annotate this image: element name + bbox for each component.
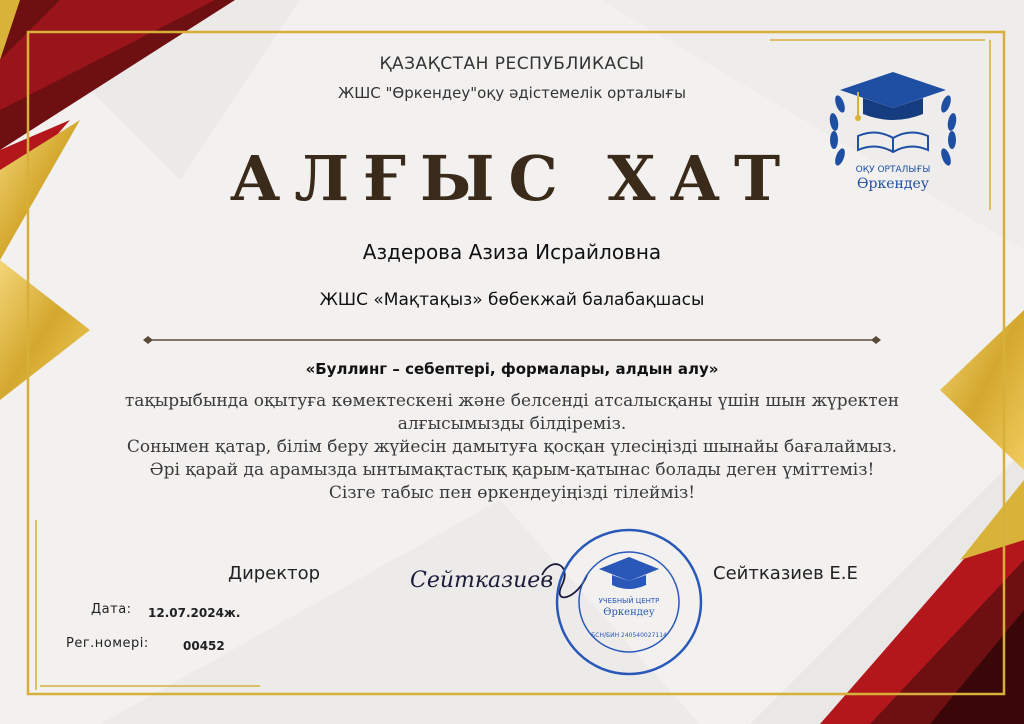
director-label: Директор [228, 563, 321, 584]
country-header: ҚАЗАҚСТАН РЕСПУБЛИКАСЫ [379, 54, 645, 74]
training-topic: «Буллинг – себептері, формалары, алдын алу» [305, 360, 719, 378]
date-label: Дата: [91, 602, 132, 617]
recipient-name: Аздерова Азиза Исрайловна [362, 240, 662, 264]
body-line: Сізге табыс пен өркендеуіңізді тілейміз! [328, 483, 696, 503]
body-line: Сонымен қатар, білім беру жүйесін дамытуға қосқан үлесіңізді шынайы бағалаймыз. [126, 437, 898, 457]
body-line: алғысымызды білдіреміз. [397, 414, 627, 434]
orkendeu-logo [818, 64, 968, 194]
certificate-body [112, 390, 912, 505]
stamp-inner-line1: УЧЕБНЫЙ ЦЕНТР [598, 597, 660, 605]
seal-stamp [554, 527, 704, 677]
stamp-number: БСН/БИН 240540027114 [591, 632, 667, 639]
body-line: Әрі қарай да арамызда ынтымақтастық қарым-қатынас болады деген үміттеміз! [149, 460, 875, 480]
body-line: тақырыбында оқытуға көмектескені және белсенді атсалысқаны үшін шын жүректен [124, 391, 900, 411]
organization-header: ЖШС "Өркендеу"оқу әдістемелік орталығы [338, 84, 686, 102]
date-value: 12.07.2024ж. [148, 606, 241, 620]
registration-number: 00452 [183, 639, 225, 653]
logo-line2: Өркендеу [857, 176, 929, 192]
signature-text: Сейтказиев [410, 568, 554, 593]
recipient-organization: ЖШС «Мақтақыз» бөбекжай балабақшасы [319, 290, 705, 310]
graduation-cap-icon [840, 72, 946, 121]
signer-name: Сейтказиев Е.Е [713, 563, 858, 584]
stamp-inner-line2: Өркендеу [603, 607, 655, 618]
logo-line1: ОҚУ ОРТАЛЫҒЫ [855, 165, 931, 175]
certificate-title: АЛҒЫС ХАТ [229, 142, 795, 215]
registration-label: Рег.номері: [66, 636, 149, 651]
book-icon [858, 132, 928, 152]
